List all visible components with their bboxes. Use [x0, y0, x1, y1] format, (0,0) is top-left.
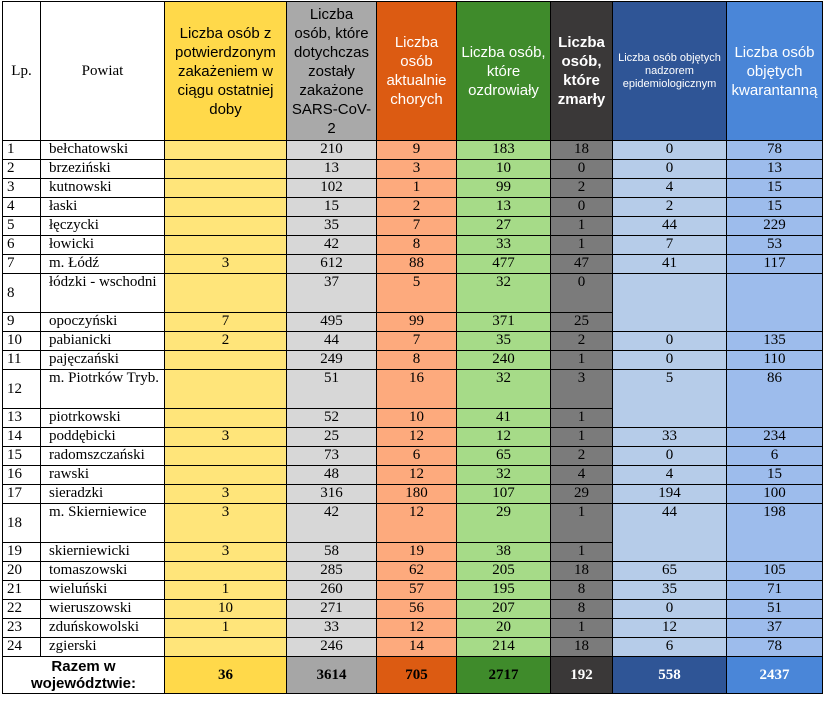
cell-powiat: bełchatowski: [41, 141, 165, 160]
cell-quarantine: 78: [727, 141, 823, 160]
cell-total-infected: 42: [287, 236, 377, 255]
cell-surveillance: 4: [613, 466, 727, 485]
cell-total-infected: 271: [287, 600, 377, 619]
cell-total-infected: 58: [287, 543, 377, 562]
cell-recovered: 214: [457, 638, 551, 657]
cell-total-infected: 210: [287, 141, 377, 160]
cell-currently-ill: 5: [377, 274, 457, 313]
cell-lp: 5: [3, 217, 41, 236]
cell-powiat: brzeziński: [41, 160, 165, 179]
cell-surveillance: [613, 274, 727, 332]
cell-new-cases: [165, 466, 287, 485]
cell-deceased: 29: [551, 485, 613, 504]
cell-recovered: 35: [457, 332, 551, 351]
cell-currently-ill: 3: [377, 160, 457, 179]
cell-currently-ill: 8: [377, 351, 457, 370]
total-surveillance: 558: [613, 657, 727, 694]
cell-recovered: 32: [457, 274, 551, 313]
cell-currently-ill: 9: [377, 141, 457, 160]
cell-powiat: m. Łódź: [41, 255, 165, 274]
cell-powiat: łódzki - wschodni: [41, 274, 165, 313]
totals-row: [3, 657, 823, 694]
table-row: [3, 600, 823, 619]
cell-powiat: opoczyński: [41, 313, 165, 332]
table-row: [3, 198, 823, 217]
cell-total-infected: 495: [287, 313, 377, 332]
cell-surveillance: 44: [613, 504, 727, 562]
total-recovered: 2717: [457, 657, 551, 694]
cell-new-cases: 2: [165, 332, 287, 351]
cell-lp: 10: [3, 332, 41, 351]
cell-new-cases: [165, 160, 287, 179]
cell-recovered: 183: [457, 141, 551, 160]
cell-total-infected: 51: [287, 370, 377, 409]
cell-quarantine: 234: [727, 428, 823, 447]
cell-recovered: 32: [457, 370, 551, 409]
cell-quarantine: 15: [727, 466, 823, 485]
cell-new-cases: [165, 274, 287, 313]
cell-currently-ill: 12: [377, 466, 457, 485]
cell-deceased: 0: [551, 160, 613, 179]
table-row: [3, 428, 823, 447]
cell-powiat: skierniewicki: [41, 543, 165, 562]
cell-deceased: 1: [551, 351, 613, 370]
table-row: [3, 332, 823, 351]
cell-total-infected: 285: [287, 562, 377, 581]
cell-currently-ill: 2: [377, 198, 457, 217]
cell-deceased: 3: [551, 370, 613, 409]
cell-quarantine: 100: [727, 485, 823, 504]
cell-lp: 9: [3, 313, 41, 332]
cell-lp: 8: [3, 274, 41, 313]
cell-deceased: 1: [551, 428, 613, 447]
cell-total-infected: 316: [287, 485, 377, 504]
cell-deceased: 1: [551, 619, 613, 638]
header-surveillance: Liczba osób objętych nadzorem epidemiologicznym: [613, 2, 727, 141]
cell-total-infected: 102: [287, 179, 377, 198]
cell-powiat: m. Piotrków Tryb.: [41, 370, 165, 409]
cell-deceased: 25: [551, 313, 613, 332]
cell-quarantine: 135: [727, 332, 823, 351]
cell-surveillance: 5: [613, 370, 727, 428]
cell-quarantine: 229: [727, 217, 823, 236]
cell-deceased: 2: [551, 332, 613, 351]
cell-total-infected: 246: [287, 638, 377, 657]
cell-recovered: 99: [457, 179, 551, 198]
cell-lp: 4: [3, 198, 41, 217]
cell-quarantine: 71: [727, 581, 823, 600]
cell-deceased: 1: [551, 409, 613, 428]
cell-recovered: 27: [457, 217, 551, 236]
cell-quarantine: 78: [727, 638, 823, 657]
cell-deceased: 0: [551, 274, 613, 313]
cell-new-cases: [165, 351, 287, 370]
cell-currently-ill: 14: [377, 638, 457, 657]
cell-powiat: pabianicki: [41, 332, 165, 351]
cell-quarantine: 86: [727, 370, 823, 428]
cell-quarantine: 53: [727, 236, 823, 255]
cell-currently-ill: 8: [377, 236, 457, 255]
cell-recovered: 12: [457, 428, 551, 447]
cell-total-infected: 33: [287, 619, 377, 638]
cell-powiat: zgierski: [41, 638, 165, 657]
cell-recovered: 477: [457, 255, 551, 274]
cell-surveillance: 0: [613, 332, 727, 351]
cell-lp: 3: [3, 179, 41, 198]
header-new-cases: Liczba osób z potwierdzonym zakażeniem w ciągu ostatniej doby: [165, 2, 287, 141]
cell-total-infected: 48: [287, 466, 377, 485]
cell-total-infected: 35: [287, 217, 377, 236]
cell-currently-ill: 62: [377, 562, 457, 581]
cell-recovered: 20: [457, 619, 551, 638]
total-deceased: 192: [551, 657, 613, 694]
header-currently-ill: Liczba osób aktualnie chorych: [377, 2, 457, 141]
cell-new-cases: 7: [165, 313, 287, 332]
header-powiat: Powiat: [41, 2, 165, 141]
cell-lp: 14: [3, 428, 41, 447]
cell-quarantine: 15: [727, 179, 823, 198]
cell-total-infected: 15: [287, 198, 377, 217]
cell-lp: 22: [3, 600, 41, 619]
cell-currently-ill: 180: [377, 485, 457, 504]
cell-deceased: 1: [551, 504, 613, 543]
cell-total-infected: 13: [287, 160, 377, 179]
cell-recovered: 240: [457, 351, 551, 370]
cell-powiat: rawski: [41, 466, 165, 485]
cell-new-cases: 1: [165, 581, 287, 600]
cell-total-infected: 25: [287, 428, 377, 447]
cell-recovered: 205: [457, 562, 551, 581]
cell-lp: 1: [3, 141, 41, 160]
cell-quarantine: 198: [727, 504, 823, 562]
cell-powiat: piotrkowski: [41, 409, 165, 428]
table-row: [3, 217, 823, 236]
table-row: [3, 274, 823, 313]
cell-new-cases: [165, 141, 287, 160]
cell-new-cases: [165, 370, 287, 409]
cell-recovered: 32: [457, 466, 551, 485]
cell-currently-ill: 10: [377, 409, 457, 428]
header-deceased: Liczba osób, które zmarły: [551, 2, 613, 141]
cell-new-cases: [165, 179, 287, 198]
table-row: [3, 236, 823, 255]
cell-new-cases: 3: [165, 504, 287, 543]
cell-recovered: 13: [457, 198, 551, 217]
cell-surveillance: 35: [613, 581, 727, 600]
cell-lp: 23: [3, 619, 41, 638]
cell-surveillance: 12: [613, 619, 727, 638]
cell-recovered: 107: [457, 485, 551, 504]
cell-quarantine: 6: [727, 447, 823, 466]
table-row: [3, 351, 823, 370]
cell-lp: 11: [3, 351, 41, 370]
cell-surveillance: 41: [613, 255, 727, 274]
cell-deceased: 1: [551, 217, 613, 236]
table-row: [3, 179, 823, 198]
cell-powiat: wieluński: [41, 581, 165, 600]
cell-powiat: zduńskowolski: [41, 619, 165, 638]
cell-surveillance: 4: [613, 179, 727, 198]
cell-new-cases: 3: [165, 428, 287, 447]
cell-currently-ill: 7: [377, 332, 457, 351]
cell-surveillance: 33: [613, 428, 727, 447]
cell-new-cases: [165, 562, 287, 581]
cell-powiat: tomaszowski: [41, 562, 165, 581]
cell-powiat: kutnowski: [41, 179, 165, 198]
cell-lp: 16: [3, 466, 41, 485]
cell-deceased: 18: [551, 141, 613, 160]
cell-lp: 17: [3, 485, 41, 504]
table-row: [3, 504, 823, 543]
cell-quarantine: 37: [727, 619, 823, 638]
cell-lp: 20: [3, 562, 41, 581]
cell-new-cases: [165, 409, 287, 428]
cell-lp: 15: [3, 447, 41, 466]
cell-powiat: radomszczański: [41, 447, 165, 466]
cell-currently-ill: 12: [377, 619, 457, 638]
cell-new-cases: [165, 198, 287, 217]
cell-deceased: 2: [551, 179, 613, 198]
header-lp: Lp.: [3, 2, 41, 141]
cell-currently-ill: 99: [377, 313, 457, 332]
cell-lp: 6: [3, 236, 41, 255]
cell-deceased: 18: [551, 562, 613, 581]
cell-powiat: łowicki: [41, 236, 165, 255]
total-new-cases: 36: [165, 657, 287, 694]
cell-total-infected: 73: [287, 447, 377, 466]
cell-currently-ill: 57: [377, 581, 457, 600]
cell-powiat: wieruszowski: [41, 600, 165, 619]
cell-surveillance: 6: [613, 638, 727, 657]
cell-powiat: poddębicki: [41, 428, 165, 447]
cell-total-infected: 37: [287, 274, 377, 313]
cell-total-infected: 44: [287, 332, 377, 351]
cell-quarantine: 15: [727, 198, 823, 217]
cell-lp: 19: [3, 543, 41, 562]
cell-surveillance: 2: [613, 198, 727, 217]
cell-deceased: 8: [551, 581, 613, 600]
header-row: [3, 2, 823, 141]
cell-new-cases: 3: [165, 255, 287, 274]
cell-total-infected: 260: [287, 581, 377, 600]
total-infected: 3614: [287, 657, 377, 694]
cell-currently-ill: 1: [377, 179, 457, 198]
cell-new-cases: 3: [165, 485, 287, 504]
cell-lp: 13: [3, 409, 41, 428]
table-row: [3, 255, 823, 274]
cell-recovered: 195: [457, 581, 551, 600]
cell-currently-ill: 7: [377, 217, 457, 236]
table-row: [3, 485, 823, 504]
cell-powiat: łaski: [41, 198, 165, 217]
total-quarantine: 2437: [727, 657, 823, 694]
cell-currently-ill: 88: [377, 255, 457, 274]
cell-deceased: 2: [551, 447, 613, 466]
cell-surveillance: 0: [613, 600, 727, 619]
table-row: [3, 370, 823, 409]
covid-powiat-table: [2, 1, 823, 694]
cell-new-cases: 1: [165, 619, 287, 638]
cell-total-infected: 249: [287, 351, 377, 370]
table-row: [3, 160, 823, 179]
cell-quarantine: 51: [727, 600, 823, 619]
cell-lp: 24: [3, 638, 41, 657]
cell-surveillance: 44: [613, 217, 727, 236]
cell-currently-ill: 12: [377, 428, 457, 447]
cell-recovered: 33: [457, 236, 551, 255]
cell-quarantine: 13: [727, 160, 823, 179]
table-row: [3, 638, 823, 657]
table-row: [3, 562, 823, 581]
cell-deceased: 8: [551, 600, 613, 619]
cell-surveillance: 194: [613, 485, 727, 504]
cell-recovered: 38: [457, 543, 551, 562]
table-row: [3, 581, 823, 600]
table-row: [3, 466, 823, 485]
cell-lp: 12: [3, 370, 41, 409]
cell-deceased: 47: [551, 255, 613, 274]
cell-recovered: 207: [457, 600, 551, 619]
cell-deceased: 4: [551, 466, 613, 485]
cell-surveillance: 0: [613, 351, 727, 370]
cell-surveillance: 0: [613, 141, 727, 160]
cell-total-infected: 42: [287, 504, 377, 543]
cell-recovered: 65: [457, 447, 551, 466]
cell-recovered: 10: [457, 160, 551, 179]
cell-currently-ill: 6: [377, 447, 457, 466]
cell-quarantine: 117: [727, 255, 823, 274]
cell-lp: 21: [3, 581, 41, 600]
table-row: [3, 619, 823, 638]
header-recovered: Liczba osób, które ozdrowiały: [457, 2, 551, 141]
cell-lp: 2: [3, 160, 41, 179]
cell-quarantine: 110: [727, 351, 823, 370]
totals-label: Razem w województwie:: [3, 657, 165, 694]
cell-surveillance: 0: [613, 447, 727, 466]
cell-new-cases: 10: [165, 600, 287, 619]
cell-new-cases: 3: [165, 543, 287, 562]
cell-currently-ill: 19: [377, 543, 457, 562]
cell-currently-ill: 56: [377, 600, 457, 619]
cell-deceased: 0: [551, 198, 613, 217]
cell-recovered: 41: [457, 409, 551, 428]
cell-new-cases: [165, 638, 287, 657]
cell-surveillance: 0: [613, 160, 727, 179]
cell-recovered: 371: [457, 313, 551, 332]
cell-lp: 7: [3, 255, 41, 274]
cell-powiat: m. Skierniewice: [41, 504, 165, 543]
cell-deceased: 18: [551, 638, 613, 657]
cell-total-infected: 52: [287, 409, 377, 428]
cell-new-cases: [165, 447, 287, 466]
table-row: [3, 141, 823, 160]
cell-powiat: łęczycki: [41, 217, 165, 236]
cell-surveillance: 65: [613, 562, 727, 581]
cell-total-infected: 612: [287, 255, 377, 274]
cell-new-cases: [165, 236, 287, 255]
cell-quarantine: 105: [727, 562, 823, 581]
header-quarantine: Liczba osób objętych kwarantanną: [727, 2, 823, 141]
cell-recovered: 29: [457, 504, 551, 543]
cell-powiat: pajęczański: [41, 351, 165, 370]
cell-lp: 18: [3, 504, 41, 543]
table-row: [3, 447, 823, 466]
cell-deceased: 1: [551, 236, 613, 255]
cell-currently-ill: 12: [377, 504, 457, 543]
header-total-infected: Liczba osób, które dotychczas zostały zakażone SARS-CoV-2: [287, 2, 377, 141]
cell-quarantine: [727, 274, 823, 332]
cell-new-cases: [165, 217, 287, 236]
cell-currently-ill: 16: [377, 370, 457, 409]
cell-deceased: 1: [551, 543, 613, 562]
cell-surveillance: 7: [613, 236, 727, 255]
total-currently-ill: 705: [377, 657, 457, 694]
cell-powiat: sieradzki: [41, 485, 165, 504]
